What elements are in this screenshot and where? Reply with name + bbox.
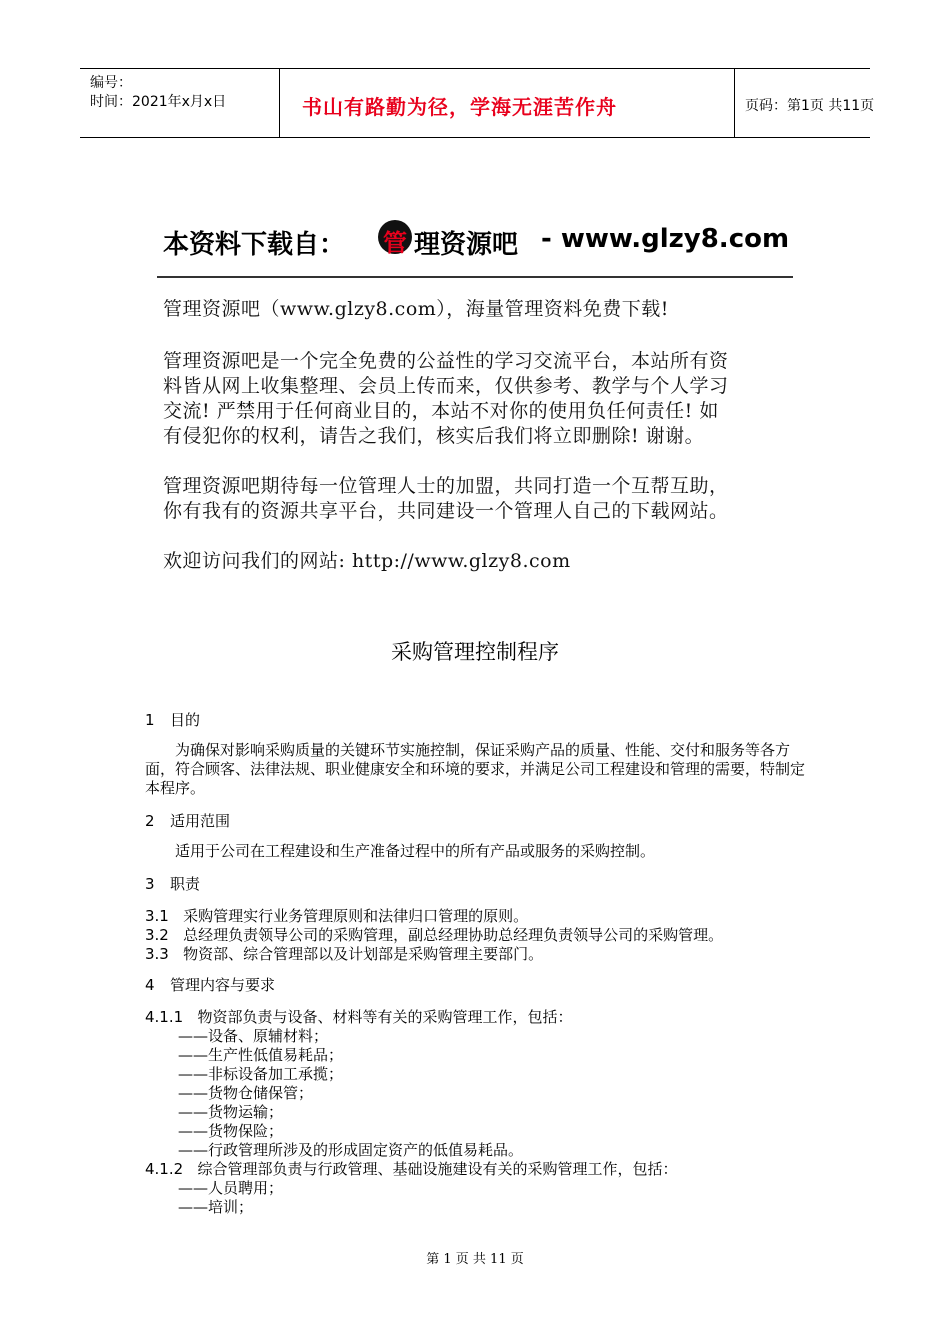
sub-list-item: ——生产性低值易耗品； xyxy=(178,1046,344,1064)
sub-list-item: ——非标设备加工承揽； xyxy=(178,1065,344,1083)
sub-list-item: ——设备、原辅材料； xyxy=(178,1027,329,1045)
intro-para-line: 交流! 严禁用于任何商业目的，本站不对你的使用负任何责任! 如 xyxy=(163,400,719,422)
list-item: 3.2 总经理负责领导公司的采购管理，副总经理协助总经理负责领导公司的采购管理。 xyxy=(145,926,724,944)
document-time: 时间：2021年x月x日 xyxy=(90,94,227,110)
page-footer: 第 1 页 共 11 页 xyxy=(426,1252,524,1267)
list-item: 4.1.2 综合管理部负责与行政管理、基础设施建设有关的采购管理工作，包括： xyxy=(145,1160,678,1178)
list-item: 4.1.1 物资部负责与设备、材料等有关的采购管理工作，包括： xyxy=(145,1008,573,1026)
sub-list-item: ——货物运输； xyxy=(178,1103,284,1121)
section-paragraph: 适用于公司在工程建设和生产准备过程中的所有产品或服务的采购控制。 xyxy=(175,842,656,860)
page-indicator: 页码：第1页 共11页 xyxy=(745,98,875,114)
list-item: 3.1 采购管理实行业务管理原则和法律归口管理的原则。 xyxy=(145,907,529,925)
visit-link[interactable]: 欢迎访问我们的网站: http://www.glzy8.com xyxy=(163,550,571,572)
header-meta-cell xyxy=(80,69,278,137)
banner-prefix: 本资料下载自： xyxy=(163,230,346,260)
sub-list-item: ——行政管理所涉及的形成固定资产的低值易耗品。 xyxy=(178,1141,524,1159)
document-number: 编号： xyxy=(90,75,132,91)
section-heading: 1 目的 xyxy=(145,711,201,729)
section-heading: 2 适用范围 xyxy=(145,812,231,830)
sub-list-item: ——培训； xyxy=(178,1198,254,1216)
section-heading: 3 职责 xyxy=(145,875,201,893)
intro-line: 管理资源吧（www.glzy8.com），海量管理资料免费下载! xyxy=(163,298,669,320)
list-item: 3.3 物资部、综合管理部以及计划部是采购管理主要部门。 xyxy=(145,945,544,963)
sub-list-item: ——货物仓储保管； xyxy=(178,1084,314,1102)
intro-para-line: 有侵犯你的权利，请告之我们，核实后我们将立即删除! 谢谢。 xyxy=(163,425,705,447)
intro-para-line: 你有我有的资源共享平台，共同建设一个管理人自己的下载网站。 xyxy=(163,500,729,522)
page-header xyxy=(80,68,875,138)
motto: 书山有路勤为径，学海无涯苦作舟 xyxy=(302,95,617,119)
sub-list-item: ——人员聘用； xyxy=(178,1179,284,1197)
intro-para-line: 料皆从网上收集整理、会员上传而来，仅供参考、教学与个人学习 xyxy=(163,375,729,397)
document-title: 采购管理控制程序 xyxy=(391,640,559,664)
header-motto-cell xyxy=(279,69,735,137)
banner-divider xyxy=(157,276,793,278)
header-page-cell xyxy=(735,69,875,137)
download-banner xyxy=(163,222,793,260)
banner-url: - www.glzy8.com xyxy=(541,224,790,254)
sub-list-item: ——货物保险； xyxy=(178,1122,284,1140)
banner-site-name: 理资源吧 xyxy=(414,230,519,260)
intro-para-line: 管理资源吧期待每一位管理人士的加盟，共同打造一个互帮互助， xyxy=(163,475,729,497)
site-logo-icon: 管 xyxy=(378,220,412,254)
section-heading: 4 管理内容与要求 xyxy=(145,976,276,994)
intro-para-line: 管理资源吧是一个完全免费的公益性的学习交流平台，本站所有资 xyxy=(163,350,729,372)
section-paragraph: 为确保对影响采购质量的关键环节实施控制，保证采购产品的质量、性能、交付和服务等各方面，符合顾客、法律法规、职业健康安全和环境的要求，并满足公司工程建设和管理的需要，特制定本程序。 xyxy=(145,741,806,797)
